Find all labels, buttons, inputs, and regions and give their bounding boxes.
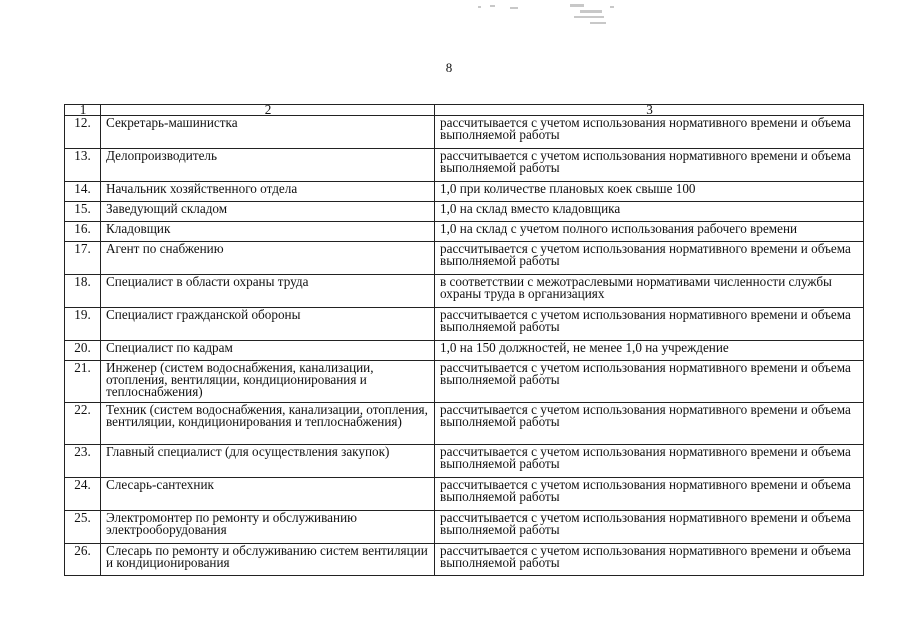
row-number: 14. [65, 182, 101, 202]
norm-cell: рассчитывается с учетом использования нормативного времени и объема выполняемой работы [435, 242, 864, 275]
row-number: 19. [65, 308, 101, 341]
table-row [65, 445, 864, 478]
position-cell: Кладовщик [101, 222, 435, 242]
norm-cell: рассчитывается с учетом использования нормативного времени и объема выполняемой работы [435, 116, 864, 149]
position-cell: Слесарь по ремонту и обслуживанию систем вентиляции и кондиционирования [101, 544, 435, 576]
position-cell: Техник (систем водоснабжения, канализации, отопления, вентиляции, кондиционирования и теплоснабжения) [101, 403, 435, 445]
header-cell-2: 2 [101, 105, 435, 116]
row-number: 22. [65, 403, 101, 445]
position-cell: Специалист по кадрам [101, 341, 435, 361]
norm-cell: рассчитывается с учетом использования нормативного времени и объема выполняемой работы [435, 478, 864, 511]
norm-cell: рассчитывается с учетом использования нормативного времени и объема выполняемой работы [435, 544, 864, 576]
position-cell: Специалист гражданской обороны [101, 308, 435, 341]
table-row [65, 202, 864, 222]
row-number: 12. [65, 116, 101, 149]
table-row [65, 242, 864, 275]
position-cell: Делопроизводитель [101, 149, 435, 182]
position-cell: Слесарь-сантехник [101, 478, 435, 511]
table-row [65, 308, 864, 341]
table-row [65, 478, 864, 511]
norm-cell: рассчитывается с учетом использования нормативного времени и объема выполняемой работы [435, 149, 864, 182]
row-number: 17. [65, 242, 101, 275]
position-cell: Электромонтер по ремонту и обслуживанию электрооборудования [101, 511, 435, 544]
table-row [65, 149, 864, 182]
position-cell: Инженер (систем водоснабжения, канализации, отопления, вентиляции, кондиционирования и теплоснабжения) [101, 361, 435, 403]
table-header-row [65, 105, 864, 116]
position-cell: Начальник хозяйственного отдела [101, 182, 435, 202]
staffing-table [64, 104, 864, 576]
row-number: 24. [65, 478, 101, 511]
table-row [65, 511, 864, 544]
row-number: 26. [65, 544, 101, 576]
norm-cell: 1,0 при количестве плановых коек свыше 100 [435, 182, 864, 202]
row-number: 16. [65, 222, 101, 242]
table-row [65, 361, 864, 403]
scan-artifact [470, 2, 630, 32]
table-row [65, 116, 864, 149]
row-number: 21. [65, 361, 101, 403]
table-row [65, 544, 864, 576]
row-number: 20. [65, 341, 101, 361]
norm-cell: 1,0 на 150 должностей, не менее 1,0 на учреждение [435, 341, 864, 361]
position-cell: Заведующий складом [101, 202, 435, 222]
row-number: 23. [65, 445, 101, 478]
header-cell-1: 1 [65, 105, 101, 116]
norm-cell: рассчитывается с учетом использования нормативного времени и объема выполняемой работы [435, 308, 864, 341]
norm-cell: рассчитывается с учетом использования нормативного времени и объема выполняемой работы [435, 403, 864, 445]
position-cell: Агент по снабжению [101, 242, 435, 275]
norm-cell: 1,0 на склад с учетом полного использования рабочего времени [435, 222, 864, 242]
position-cell: Секретарь-машинистка [101, 116, 435, 149]
position-cell: Специалист в области охраны труда [101, 275, 435, 308]
norm-cell: в соответствии с межотраслевыми нормативами численности службы охраны труда в организациях [435, 275, 864, 308]
table-row [65, 275, 864, 308]
norm-cell: рассчитывается с учетом использования нормативного времени и объема выполняемой работы [435, 445, 864, 478]
page-number: 8 [445, 60, 453, 75]
header-cell-3: 3 [435, 105, 864, 116]
position-cell: Главный специалист (для осуществления закупок) [101, 445, 435, 478]
norm-cell: рассчитывается с учетом использования нормативного времени и объема выполняемой работы [435, 361, 864, 403]
table-row [65, 182, 864, 202]
row-number: 15. [65, 202, 101, 222]
row-number: 13. [65, 149, 101, 182]
row-number: 25. [65, 511, 101, 544]
table-row [65, 222, 864, 242]
row-number: 18. [65, 275, 101, 308]
table-row [65, 403, 864, 445]
norm-cell: 1,0 на склад вместо кладовщика [435, 202, 864, 222]
table-row [65, 341, 864, 361]
norm-cell: рассчитывается с учетом использования нормативного времени и объема выполняемой работы [435, 511, 864, 544]
